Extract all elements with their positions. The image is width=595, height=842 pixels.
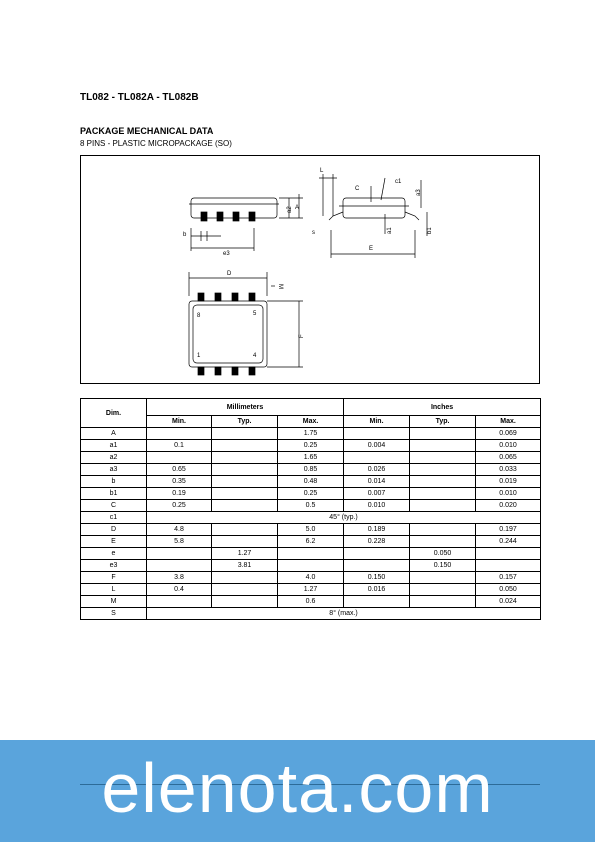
label-s: s [312,230,315,236]
value-cell [278,548,344,560]
label-M: M [277,284,283,289]
dim-cell: S [81,608,147,620]
value-cell [410,584,476,596]
value-cell [410,488,476,500]
value-cell: 0.4 [147,584,212,596]
value-cell [344,596,410,608]
dim-cell: E [81,536,147,548]
value-cell [344,548,410,560]
label-pin1: 1 [197,353,201,359]
dim-cell: C [81,500,147,512]
value-cell [212,440,278,452]
dim-cell: A [81,428,147,440]
value-cell [212,452,278,464]
value-cell: 4.0 [278,572,344,584]
label-E: E [369,246,374,252]
dim-header: Dim. [81,399,147,428]
value-cell: 0.033 [476,464,541,476]
value-cell: 0.48 [278,476,344,488]
value-cell [212,500,278,512]
table-row [81,512,541,524]
value-cell: 0.19 [147,488,212,500]
value-cell [344,560,410,572]
value-cell: 0.25 [278,440,344,452]
value-cell: 4.8 [147,524,212,536]
value-cell [212,524,278,536]
value-cell: 0.014 [344,476,410,488]
dim-cell: e [81,548,147,560]
dim-cell: e3 [81,560,147,572]
sub-header-in-max: Max. [476,416,541,428]
value-cell: 0.228 [344,536,410,548]
label-F: F [299,334,305,338]
value-cell: 0.1 [147,440,212,452]
value-cell: 1.75 [278,428,344,440]
value-cell: 0.026 [344,464,410,476]
value-cell: 0.6 [278,596,344,608]
package-drawing [80,155,540,384]
value-cell: 0.020 [476,500,541,512]
value-cell: 0.25 [147,500,212,512]
dim-cell: a3 [81,464,147,476]
value-cell [147,596,212,608]
value-cell [147,560,212,572]
value-cell [212,596,278,608]
value-cell [344,452,410,464]
value-cell [212,428,278,440]
value-cell: 0.189 [344,524,410,536]
value-cell: 1.27 [278,584,344,596]
mm-header: Millimeters [147,399,344,416]
dim-cell: M [81,596,147,608]
package-drawing-svg [81,156,539,383]
table-row [81,596,541,608]
value-cell: 0.065 [476,452,541,464]
value-cell: 0.004 [344,440,410,452]
value-cell [410,428,476,440]
value-cell: 0.010 [476,440,541,452]
value-cell: 0.024 [476,596,541,608]
value-cell [278,560,344,572]
section-title: PACKAGE MECHANICAL DATA [80,126,214,136]
value-cell: 0.5 [278,500,344,512]
value-cell [410,500,476,512]
value-cell: 6.2 [278,536,344,548]
value-cell [410,440,476,452]
value-cell [212,464,278,476]
value-cell [344,428,410,440]
label-L: L [320,168,324,174]
sub-header-in-min: Min. [344,416,410,428]
value-cell [410,524,476,536]
label-pin4: 4 [253,353,257,359]
dimensions-table [80,398,541,620]
value-cell [410,536,476,548]
label-b1: b1 [427,227,433,234]
value-cell [476,560,541,572]
dim-cell: b1 [81,488,147,500]
dim-cell: a1 [81,440,147,452]
value-cell: 0.010 [344,500,410,512]
dim-cell: c1 [81,512,147,524]
label-a3: a3 [416,189,422,196]
value-cell: 0.050 [476,584,541,596]
label-A: A [295,205,300,211]
value-cell: 0.150 [344,572,410,584]
document-title: TL082 - TL082A - TL082B [80,92,199,103]
table-row [81,548,541,560]
value-cell [212,536,278,548]
value-cell: 0.65 [147,464,212,476]
dim-cell: b [81,476,147,488]
value-cell [410,476,476,488]
value-cell: 1.27 [212,548,278,560]
label-a2: a2 [287,206,293,213]
label-C: C [355,186,360,192]
top-view [189,272,303,375]
value-cell [410,572,476,584]
label-b: b [183,232,187,238]
dim-cell: D [81,524,147,536]
value-cell [410,596,476,608]
value-cell [212,488,278,500]
inches-header: Inches [344,399,541,416]
value-cell: 0.069 [476,428,541,440]
table-row [81,428,541,440]
table-row [81,524,541,536]
label-D: D [227,271,232,277]
table-row [81,572,541,584]
value-cell: 0.35 [147,476,212,488]
value-cell: 0.050 [410,548,476,560]
table-row [81,584,541,596]
value-cell: 0.197 [476,524,541,536]
value-cell: 0.010 [476,488,541,500]
label-pin8: 8 [197,313,201,319]
value-cell [147,428,212,440]
section-subtitle: 8 PINS - PLASTIC MICROPACKAGE (SO) [80,139,232,148]
watermark-text: elenota.com [101,749,494,827]
table-row [81,500,541,512]
value-cell [476,548,541,560]
span-cell: 45° (typ.) [147,512,541,524]
table-row [81,452,541,464]
dim-cell: a2 [81,452,147,464]
value-cell [212,476,278,488]
sub-header-mm-min: Min. [147,416,212,428]
value-cell: 1.65 [278,452,344,464]
value-cell [212,584,278,596]
table-row [81,536,541,548]
span-cell: 8° (max.) [147,608,541,620]
value-cell: 5.0 [278,524,344,536]
value-cell: 0.157 [476,572,541,584]
value-cell: 0.85 [278,464,344,476]
value-cell: 0.007 [344,488,410,500]
table-row [81,440,541,452]
value-cell: 0.016 [344,584,410,596]
value-cell: 3.8 [147,572,212,584]
value-cell: 0.25 [278,488,344,500]
label-a1: a1 [387,227,393,234]
value-cell: 5.8 [147,536,212,548]
value-cell: 0.019 [476,476,541,488]
value-cell: 3.81 [212,560,278,572]
value-cell: 0.244 [476,536,541,548]
dimensions-table-body [81,428,541,620]
table-row [81,488,541,500]
table-row [81,560,541,572]
dim-cell: L [81,584,147,596]
value-cell [147,452,212,464]
label-c1: c1 [395,179,402,185]
value-cell [410,464,476,476]
sub-header-in-typ: Typ. [410,416,476,428]
dim-cell: F [81,572,147,584]
label-e3: e3 [223,251,230,257]
sub-header-mm-typ: Typ. [212,416,278,428]
sub-header-mm-max: Max. [278,416,344,428]
value-cell: 0.150 [410,560,476,572]
value-cell [410,452,476,464]
label-pin5: 5 [253,311,257,317]
table-row [81,608,541,620]
front-view [189,194,303,251]
value-cell [212,572,278,584]
table-row [81,464,541,476]
table-row [81,476,541,488]
value-cell [147,548,212,560]
